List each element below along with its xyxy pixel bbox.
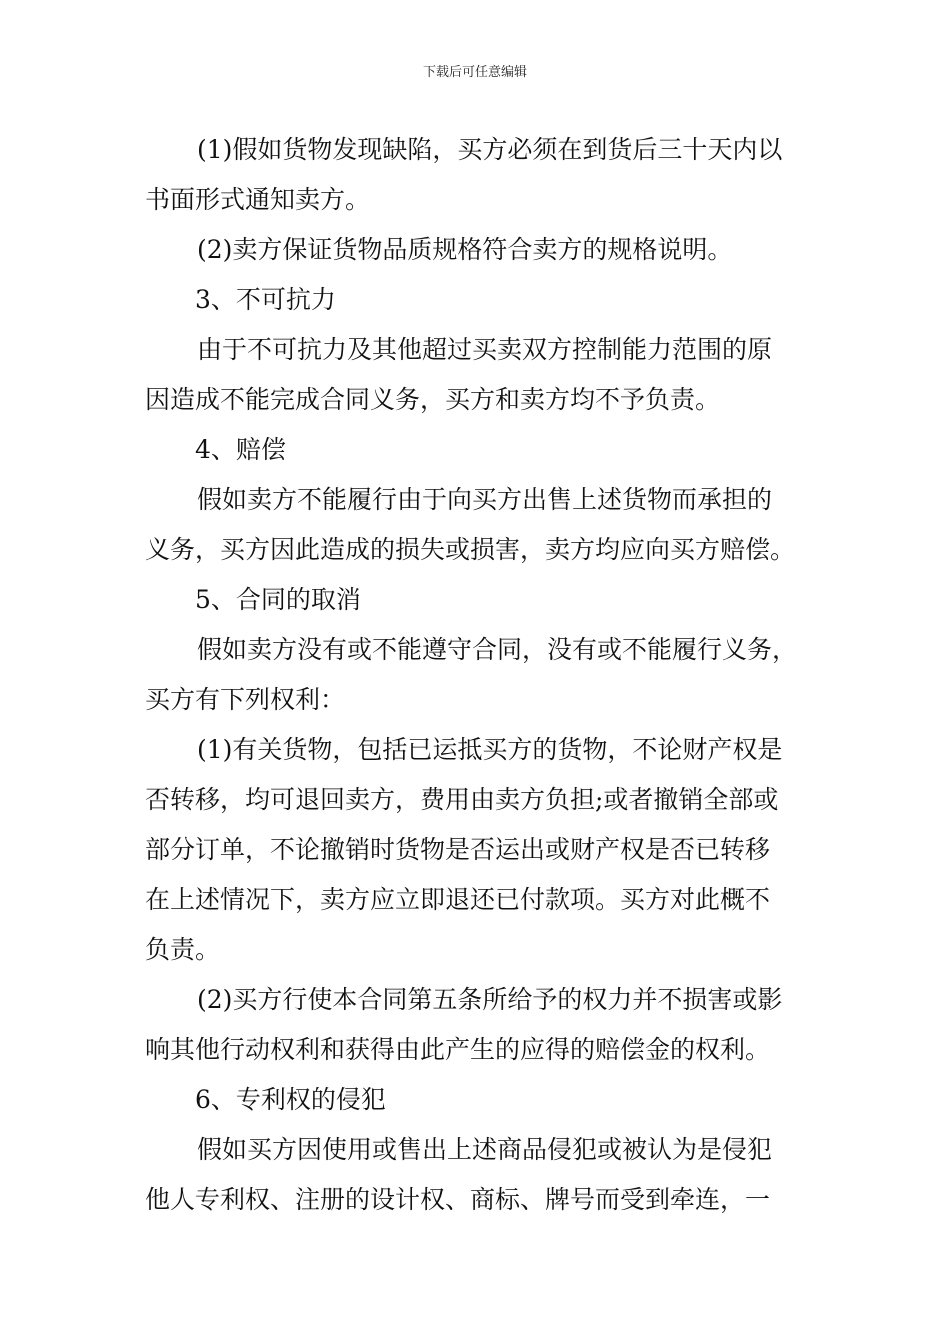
paragraph-line: 否转移，均可退回卖方，费用由卖方负担;或者撤销全部或 [145,785,779,814]
paragraph-line: (1)有关货物，包括已运抵买方的货物，不论财产权是 [197,735,783,764]
paragraph-line: 假如卖方没有或不能遵守合同，没有或不能履行义务， [197,635,798,664]
page-header: 下载后可任意编辑 [422,65,527,80]
paragraph-line: 部分订单，不论撤销时货物是否运出或财产权是否已转移 [145,835,771,864]
section-heading: 3、不可抗力 [195,285,336,314]
paragraph-line: 响其他行动权利和获得由此产生的应得的赔偿金的权利。 [145,1035,771,1064]
paragraph-line: 假如卖方不能履行由于向买方出售上述货物而承担的 [197,485,773,514]
paragraph-line: (1)假如货物发现缺陷，买方必须在到货后三十天内以 [197,135,783,164]
paragraph-line: 假如买方因使用或售出上述商品侵犯或被认为是侵犯 [197,1135,773,1164]
paragraph-line: 书面形式通知卖方。 [145,185,371,214]
paragraph-line: (2)买方行使本合同第五条所给予的权力并不损害或影 [197,985,783,1014]
paragraph-line: 因造成不能完成合同义务，买方和卖方均不予负责。 [145,385,721,414]
paragraph-line: 买方有下列权利： [145,685,346,714]
paragraph-line: 义务，买方因此造成的损失或损害，卖方均应向买方赔偿。 [145,535,796,564]
paragraph-line: 在上述情况下，卖方应立即退还已付款项。买方对此概不 [145,885,771,914]
section-heading: 5、合同的取消 [195,585,361,614]
paragraph-line: 负责。 [145,935,221,964]
paragraph-line: 他人专利权、注册的设计权、商标、牌号而受到牵连，一 [145,1185,771,1214]
section-heading: 6、专利权的侵犯 [195,1085,386,1114]
paragraph-line: 由于不可抗力及其他超过买卖双方控制能力范围的原 [197,335,773,364]
paragraph-line: (2)卖方保证货物品质规格符合卖方的规格说明。 [197,235,733,264]
document-body [145,125,815,1225]
section-heading: 4、赔偿 [195,435,286,464]
